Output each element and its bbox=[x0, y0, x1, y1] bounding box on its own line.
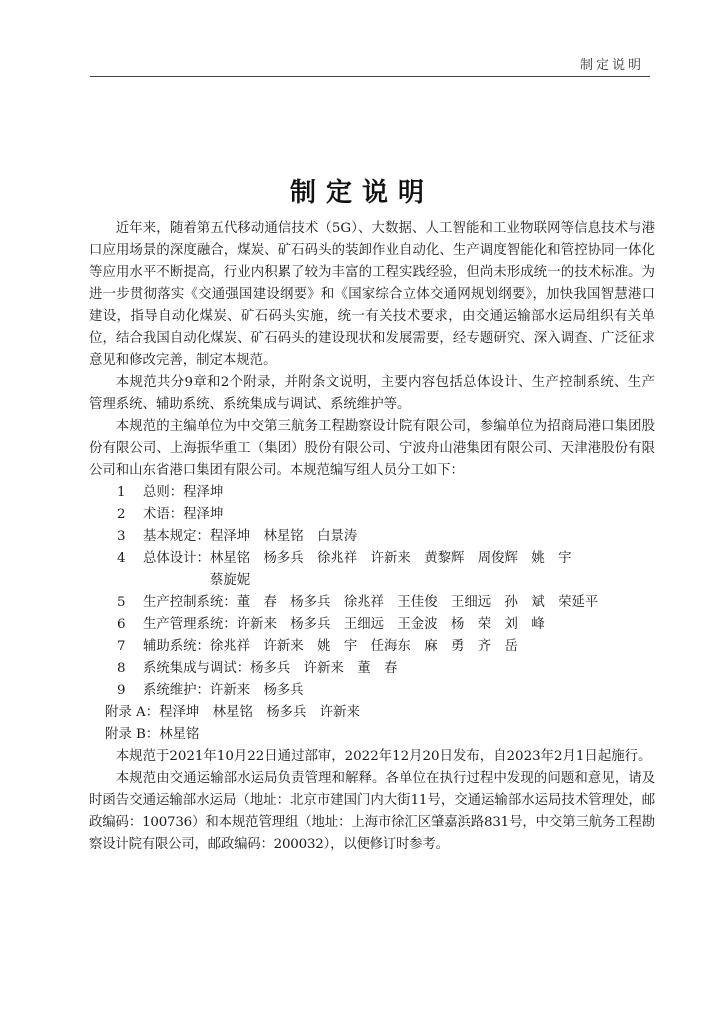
roster-role: 生产管理系统： bbox=[143, 617, 237, 632]
intro-paragraph: 近年来，随着第五代移动通信技术（5G）、大数据、人工智能和工业物联网等信息技术与港口应用场景的深度融合，煤炭、矿石码头的装卸作业自动化、生产调度智能化和管控协同一体化等应用水平不断提高，行业内积累了较为丰富的工程实践经验，但尚未形成统一的技术标准。为进一步贯彻落实《交通强国建设纲要》和《国家综合立体交通网规划纲要》，加快我国智慧港口建设，指导自动化煤炭、矿石码头实施，统一有关技术要求，由交通运输部水运局组织有关单位，结合我国自动化煤炭、矿石码头的建设现状和发展需要，经专题研究、深入调查、广泛征求意见和修改完善，制定本规范。 bbox=[89, 221, 655, 368]
organizations-paragraph: 本规范的主编单位为中交第三航务工程勘察设计院有限公司，参编单位为招商局港口集团股份有限公司、上海振华重工（集团）股份有限公司、宁波舟山港集团有限公司、天津港股份有限公司和山东省港口集团有限公司。本规范编写组人员分工如下： bbox=[89, 419, 655, 478]
roster-names: 程泽坤 bbox=[183, 507, 224, 522]
roster-number: 6 bbox=[117, 617, 126, 632]
scope-paragraph: 本规范共分9章和2个附录，并附条文说明，主要内容包括总体设计、生产控制系统、生产管理系统、辅助系统、系统集成与调试、系统维护等。 bbox=[89, 375, 655, 412]
roster-item bbox=[89, 636, 655, 658]
appendix-label: 附录 A： bbox=[105, 705, 160, 720]
enforcement-paragraph: 本规范于2021年10月22日通过部审，2022年12月20日发布，自2023年2月1日起施行。 bbox=[115, 749, 652, 764]
author-roster bbox=[89, 482, 655, 746]
roster-names: 杨多兵 许新来 董 春 bbox=[250, 661, 398, 676]
appendix-item bbox=[89, 724, 655, 746]
roster-item bbox=[89, 526, 655, 548]
roster-item bbox=[89, 592, 655, 614]
roster-item bbox=[89, 482, 655, 504]
roster-role: 生产控制系统： bbox=[143, 595, 237, 610]
roster-role: 辅助系统： bbox=[143, 639, 210, 654]
roster-number: 2 bbox=[117, 507, 126, 522]
roster-role: 总则： bbox=[143, 485, 184, 500]
roster-role: 系统集成与调试： bbox=[143, 661, 251, 676]
roster-role: 系统维护： bbox=[143, 683, 210, 698]
roster-names: 程泽坤 bbox=[183, 485, 224, 500]
page-title: 制定说明 bbox=[289, 178, 434, 208]
roster-names: 程泽坤 林星铭 白景涛 bbox=[209, 529, 358, 544]
roster-role: 术语： bbox=[143, 507, 184, 522]
appendix-label: 附录 B： bbox=[105, 727, 160, 742]
header-divider bbox=[90, 76, 650, 77]
roster-role: 总体设计： bbox=[143, 551, 210, 566]
roster-number: 3 bbox=[117, 529, 126, 544]
management-paragraph: 本规范由交通运输部水运局负责管理和解释。各单位在执行过程中发现的问题和意见，请及时函告交通运输部水运局（地址：北京市建国门内大街11号，交通运输部水运局技术管理处，邮政编码：100736）和本规范管理组（地址：上海市徐汇区肇嘉浜路831号，中交第三航务工程勘察设计院有限公司，邮政编码：200032），以便修订时参考。 bbox=[89, 771, 655, 852]
roster-number: 9 bbox=[117, 683, 126, 698]
roster-number: 4 bbox=[117, 551, 126, 566]
roster-item bbox=[89, 504, 655, 526]
document-body bbox=[89, 218, 655, 856]
appendix-names: 程泽坤 林星铭 杨多兵 许新来 bbox=[159, 705, 360, 720]
roster-number: 7 bbox=[117, 639, 126, 654]
roster-item bbox=[89, 680, 655, 702]
roster-names: 徐兆祥 许新来 姚 宇 任海东 麻 勇 齐 岳 bbox=[209, 639, 518, 654]
running-header-title: 制定说明 bbox=[579, 58, 644, 73]
appendix-item bbox=[89, 702, 655, 724]
roster-names: 林星铭 杨多兵 徐兆祥 许新来 黄黎辉 周俊辉 姚 宇 蔡旋妮 bbox=[209, 551, 572, 588]
roster-item bbox=[89, 658, 655, 680]
roster-item bbox=[89, 548, 655, 592]
roster-names: 许新来 杨多兵 王细远 王金波 杨 荣 刘 峰 bbox=[236, 617, 545, 632]
roster-number: 5 bbox=[117, 595, 126, 610]
roster-names: 许新来 杨多兵 bbox=[209, 683, 304, 698]
roster-names: 董 春 杨多兵 徐兆祥 王佳俊 王细远 孙 斌 荣延平 bbox=[236, 595, 599, 610]
roster-item bbox=[89, 614, 655, 636]
roster-number: 1 bbox=[117, 485, 126, 500]
appendix-names: 林星铭 bbox=[159, 727, 200, 742]
roster-role: 基本规定： bbox=[143, 529, 210, 544]
roster-number: 8 bbox=[117, 661, 126, 676]
